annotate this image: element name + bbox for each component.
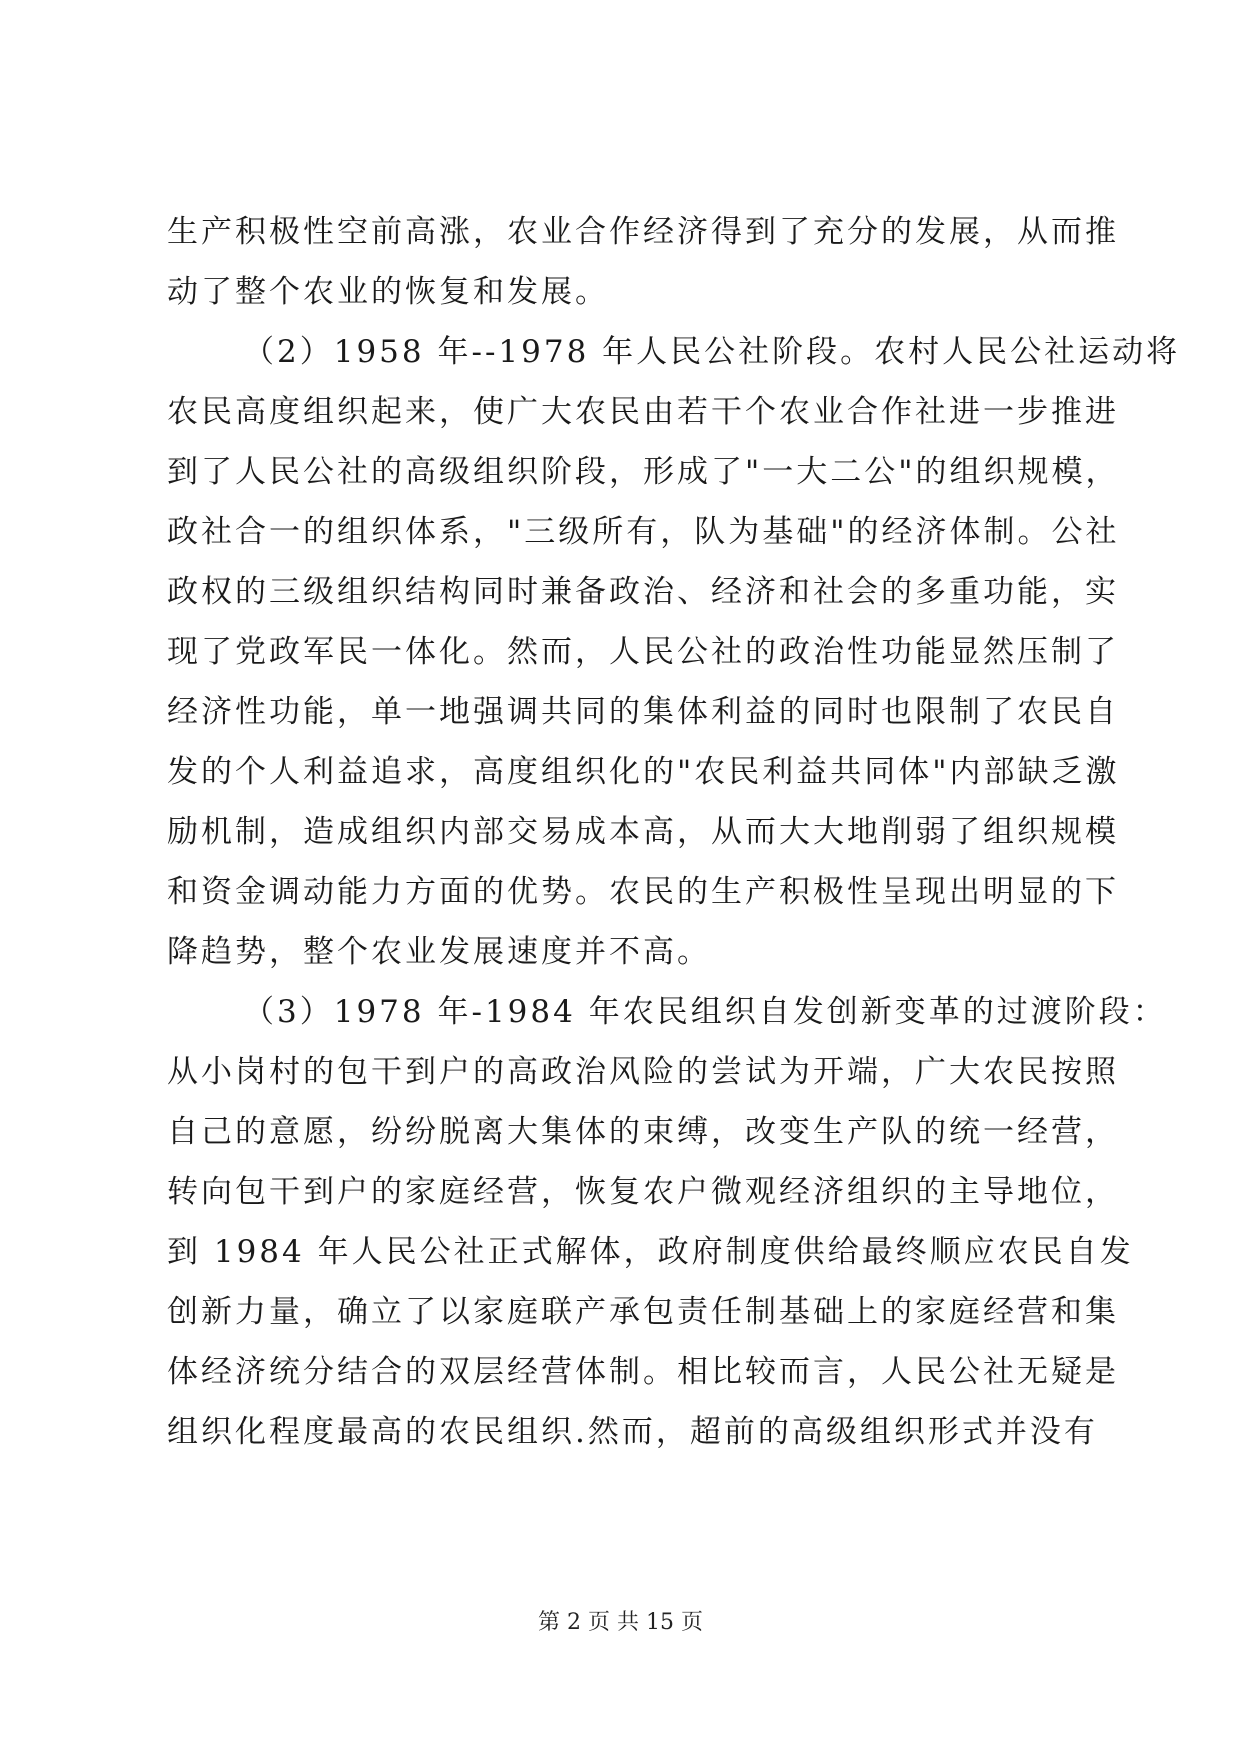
- body-text-line: 生产积极性空前高涨，农业合作经济得到了充分的发展，从而推: [167, 214, 1119, 250]
- body-text-line: 动了整个农业的恢复和发展。: [167, 274, 609, 310]
- body-text-line: 到 1984 年人民公社正式解体，政府制度供给最终顺应农民自发: [167, 1234, 1134, 1270]
- body-text-line: 励机制，造成组织内部交易成本高，从而大大地削弱了组织规模: [167, 814, 1119, 850]
- body-text-line: 体经济统分结合的双层经营体制。相比较而言，人民公社无疑是: [167, 1354, 1119, 1390]
- body-text-line: 和资金调动能力方面的优势。农民的生产积极性呈现出明显的下: [167, 874, 1119, 910]
- paragraph-2-first-line: （2）1958 年--1978 年人民公社阶段。农村人民公社运动将: [243, 334, 1181, 370]
- body-text-line: 组织化程度最高的农民组织.然而，超前的高级组织形式并没有: [167, 1414, 1098, 1450]
- body-text-line: 到了人民公社的高级组织阶段，形成了"一大二公"的组织规模，: [167, 454, 1120, 490]
- body-text-line: 发的个人利益追求，高度组织化的"农民利益共同体"内部缺乏激: [167, 754, 1120, 790]
- body-text-line: 转向包干到户的家庭经营，恢复农户微观经济组织的主导地位，: [167, 1174, 1119, 1210]
- body-text-line: 降趋势，整个农业发展速度并不高。: [167, 934, 711, 970]
- body-text-line: 现了党政军民一体化。然而，人民公社的政治性功能显然压制了: [167, 634, 1119, 670]
- body-text-line: 经济性功能，单一地强调共同的集体利益的同时也限制了农民自: [167, 694, 1119, 730]
- body-text-line: 自己的意愿，纷纷脱离大集体的束缚，改变生产队的统一经营，: [167, 1114, 1119, 1150]
- paragraph-3-first-line: （3）1978 年-1984 年农民组织自发创新变革的过渡阶段：: [243, 994, 1167, 1030]
- body-text-line: 创新力量，确立了以家庭联产承包责任制基础上的家庭经营和集: [167, 1294, 1119, 1330]
- body-text-line: 政权的三级组织结构同时兼备政治、经济和社会的多重功能，实: [167, 574, 1119, 610]
- body-text-line: 政社合一的组织体系，"三级所有，队为基础"的经济体制。公社: [167, 514, 1120, 550]
- body-text-line: 农民高度组织起来，使广大农民由若干个农业合作社进一步推进: [167, 394, 1119, 430]
- body-text-line: 从小岗村的包干到户的高政治风险的尝试为开端，广大农民按照: [167, 1054, 1119, 1090]
- page-number-footer: 第 2 页 共 15 页: [538, 1610, 703, 1635]
